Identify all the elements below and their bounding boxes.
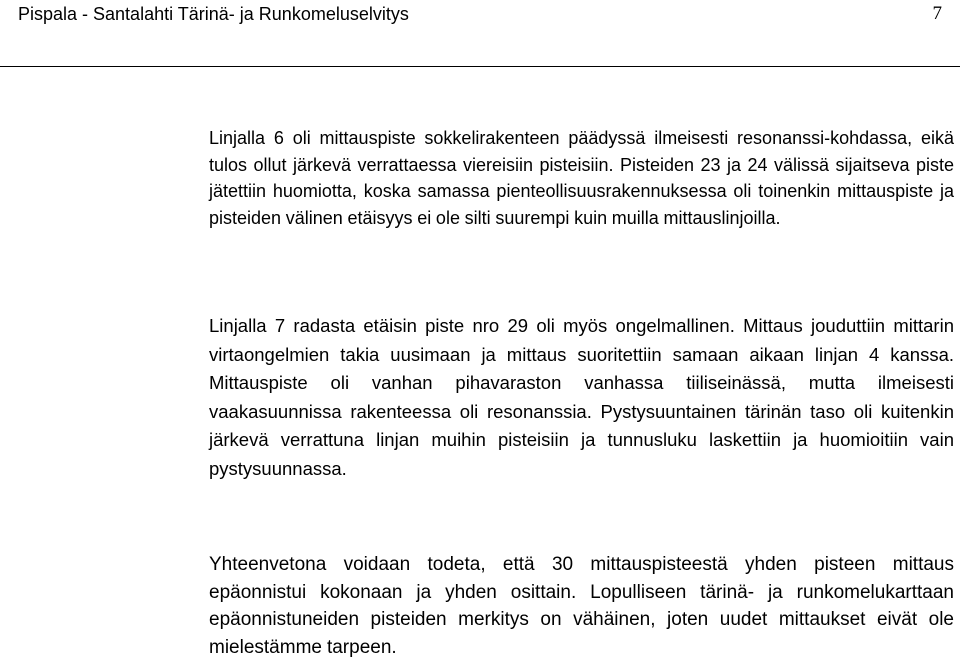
header-divider — [0, 66, 960, 67]
paragraph-summary: Yhteenvetona voidaan todeta, että 30 mittauspisteestä yhden pisteen mittaus epäonnistui kokonaan ja yhden osittain. Lopulliseen tärinä- ja runkomelukarttaan epäonnistuneiden pisteiden merkitys on vähäinen, joten uudet mittaukset eivät ole mielestämme tarpeen. — [209, 554, 954, 658]
paragraph-line-7-measurements: Linjalla 7 radasta etäisin piste nro 29 oli myös ongelmallinen. Mittaus jouduttiin mittarin virtaongelmien takia uusimaan ja mittaus suoritettiin samaan aikaan linjan 4 kanssa. Mittauspiste oli vanhan pihavaraston vanhassa tiiliseinässä, mutta ilmeisesti vaakasuunnissa rakenteessa oli resonanssia. Pystysuuntainen tärinän taso oli kuitenkin järkevä verrattuna linjan muihin pisteisiin ja tunnusluku laskettiin ja huomioitiin vain pystysuunnassa. — [209, 315, 954, 479]
paragraph-line-6-measurements: Linjalla 6 oli mittauspiste sokkelirakenteen päädyssä ilmeisesti resonanssi-kohdassa, eikä tulos ollut järkevä verrattaessa viereisiin pisteisiin. Pisteiden 23 ja 24 välissä sijaitseva piste jätettiin huomiotta, koska samassa pienteollisuusrakennuksessa oli toinenkin mittauspiste ja pisteiden välinen etäisyys ei ole silti suurempi kuin muilla mittauslinjoilla. — [209, 128, 954, 228]
document-title: Pispala - Santalahti Tärinä- ja Runkomeluselvitys — [18, 4, 409, 24]
page-header — [0, 0, 960, 68]
page-number: 7 — [932, 3, 942, 24]
